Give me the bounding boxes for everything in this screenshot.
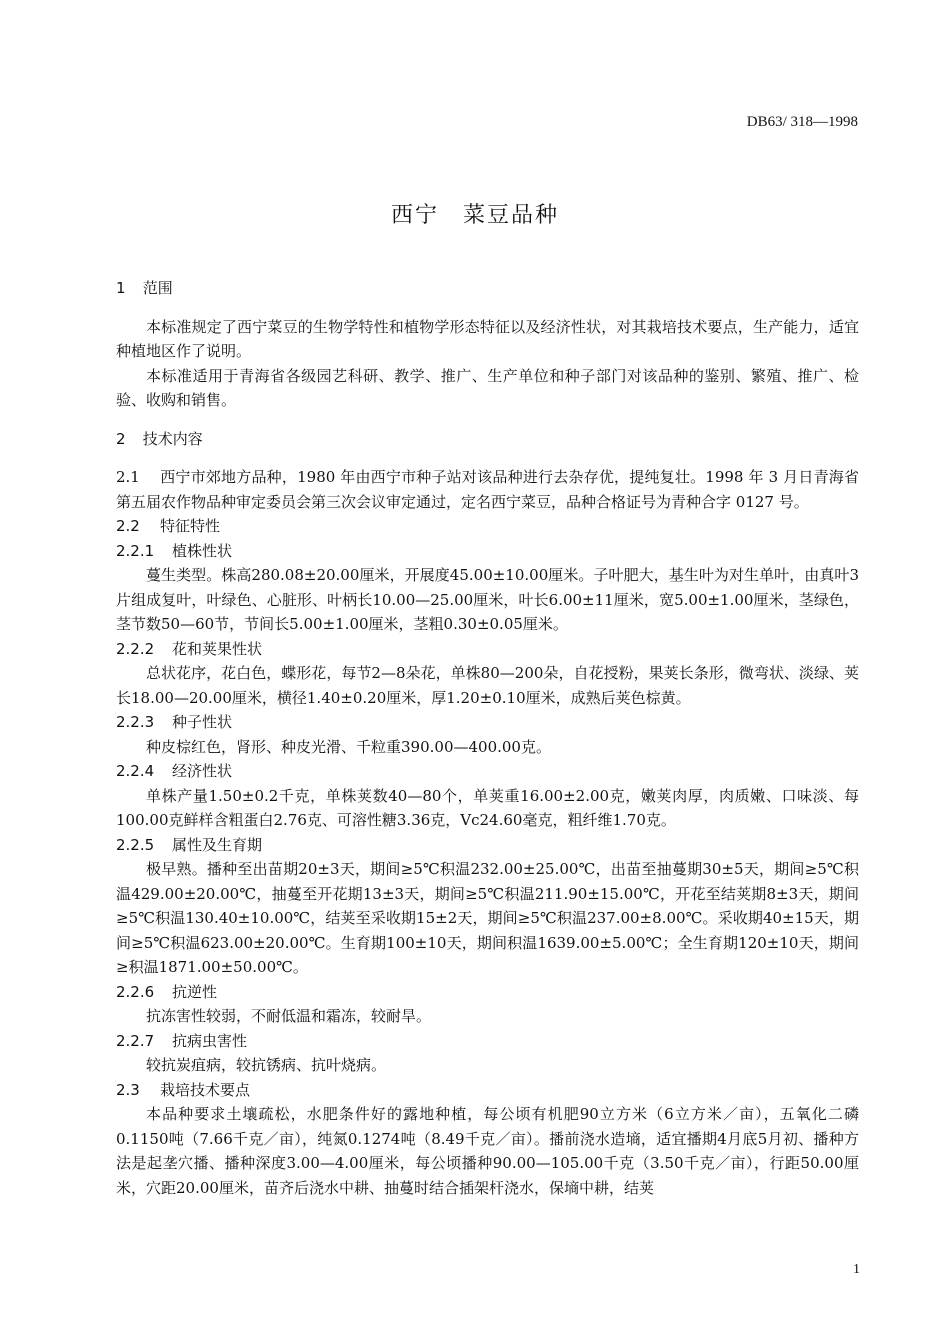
section-heading-characteristics: 2.2 特征特性 — [116, 517, 221, 535]
subsection-heading: 2.2.1 植株性状 — [116, 541, 233, 560]
paragraph: 蔓生类型。株高280.08±20.00厘米，开展度45.00±10.00厘米。子叶肥大，基生叶为对生单叶，由真叶3片组成复叶，叶绿色、心脏形、叶柄长10.00—25.00厘米，叶长6.00±11厘米，宽5.00±1.00厘米，茎绿色，茎节数50—60节，节间长5.00±1.00厘米，茎粗0.30±0.05厘米。 — [116, 566, 859, 633]
document-title: 西宁 菜豆品种 — [390, 203, 559, 228]
paragraph: 种皮棕红色，肾形、种皮光滑、千粒重390.00—400.00克。 — [146, 737, 551, 756]
subsection-heading: 2.2.2 花和荚果性状 — [116, 639, 263, 658]
standard-code: DB63/ 318—1998 — [746, 114, 858, 130]
paragraph: 本标准适用于青海省各级园艺科研、教学、推广、生产单位和种子部门对该品种的鉴别、繁殖、推广、检验、收购和销售。 — [116, 366, 859, 409]
section-heading-cultivation: 2.3 栽培技术要点 — [116, 1080, 251, 1099]
paragraph: 单株产量1.50±0.2千克，单株荚数40—80个，单荚重16.00±2.00克，嫩荚肉厚，肉质嫩、口味淡、每100.00克鲜样含粗蛋白2.76克、可溶性糖3.36克，Vc24.60毫克，粗纤维1.70克。 — [116, 786, 859, 829]
subsection-heading: 2.2.3 种子性状 — [116, 713, 233, 731]
document-body — [116, 276, 859, 1200]
subsection-heading: 2.2.5 属性及生育期 — [116, 835, 263, 854]
paragraph: 较抗炭疽病，较抗锈病、抗叶烧病。 — [146, 1056, 387, 1074]
page-number: 1 — [853, 1262, 860, 1277]
subsection-heading: 2.2.7 抗病虫害性 — [116, 1031, 248, 1050]
paragraph: 本标准规定了西宁菜豆的生物学特性和植物学形态特征以及经济性状，对其栽培技术要点，生产能力，适宜种植地区作了说明。 — [116, 317, 859, 360]
paragraph: 极早熟。播种至出苗期20±3天，期间≥5℃积温232.00±25.00℃，出苗至抽蔓期30±5天，期间≥5℃积温429.00±20.00℃，抽蔓至开花期13±3天，期间≥5℃积温211.90±15.00℃，开花至结荚期8±3天，期间≥5℃积温130.40±10.00℃，结荚至采收期15±2天，期间≥5℃积温237.00±8.00℃。采收期40±15天，期间≥5℃积温623.00±20.00℃。生育期100±10天，期间积温1639.00±5.00℃；全生育期120±10天，期间≥积温1871.00±50.00℃。 — [116, 860, 859, 976]
subsection-heading: 2.2.6 抗逆性 — [116, 982, 218, 1001]
paragraph: 总状花序，花白色，蝶形花，每节2—8朵花，单株80—200朵，自花授粉，果荚长条形，微弯状、淡绿、荚长18.00—20.00厘米，横径1.40±0.20厘米，厚1.20±0.10厘米，成熟后荚色棕黄。 — [116, 664, 859, 707]
paragraph: 抗冻害性较弱，不耐低温和霜冻，较耐旱。 — [146, 1007, 432, 1025]
clause-2-1: 2.1 西宁市郊地方品种，1980 年由西宁市种子站对该品种进行去杂存优，提纯复壮。1998 年 3 月日青海省第五届农作物品种审定委员会第三次会议审定通过，定名西宁菜豆，品种合格证号为青种合字 0127 号。 — [116, 468, 859, 511]
paragraph: 本品种要求土壤疏松，水肥条件好的露地种植，每公顷有机肥90立方米（6立方米／亩），五氧化二磷0.1150吨（7.66千克／亩），纯氮0.1274吨（8.49千克／亩）。播前浇水造墒，适宜播期4月底5月初、播种方法是起垄穴播、播种深度3.00—4.00厘米，每公顷播种90.00—105.00千克（3.50千克／亩），行距50.00厘米，穴距20.00厘米，苗齐后浇水中耕、抽蔓时结合插架杆浇水，保墒中耕，结荚 — [116, 1105, 859, 1197]
subsection-heading: 2.2.4 经济性状 — [116, 762, 233, 780]
section-heading-technical: 2 技术内容 — [116, 429, 203, 448]
section-heading-scope: 1 范围 — [116, 279, 173, 297]
